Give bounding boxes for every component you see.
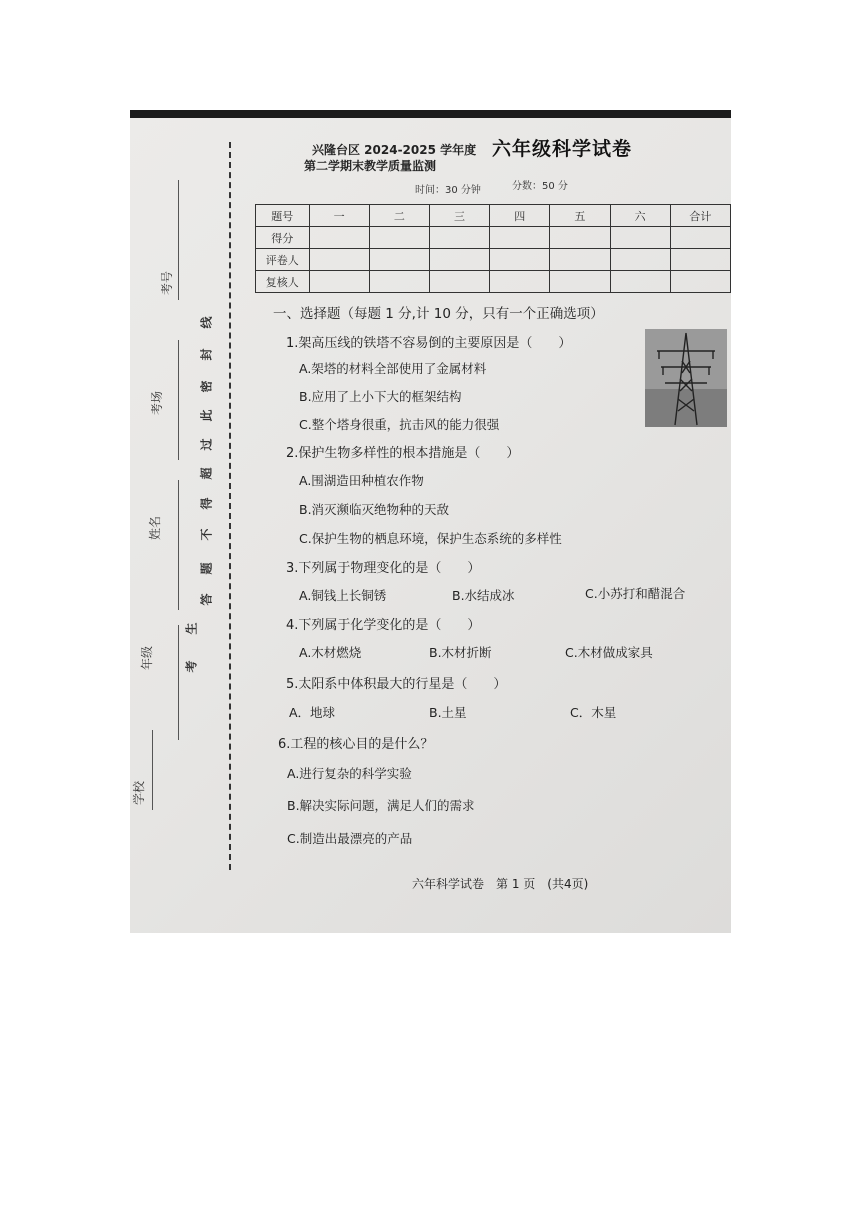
table-cell [670, 227, 730, 249]
exam-no-line [178, 180, 179, 300]
option-4c: C.木材做成家具 [565, 645, 653, 660]
section-title: 一、选择题（每题 1 分,计 10 分，只有一个正确选项） [273, 306, 604, 322]
name-line [178, 480, 179, 610]
table-cell [610, 271, 670, 293]
table-cell [670, 271, 730, 293]
power-tower-photo [645, 329, 727, 427]
option-3a: A.铜钱上长铜锈 [299, 588, 387, 603]
seal-char: 密 [199, 380, 214, 393]
table-cell: 二 [369, 205, 429, 227]
option-3b: B.水结成冰 [452, 588, 515, 603]
table-cell [550, 227, 610, 249]
table-cell: 评卷人 [256, 249, 310, 271]
table-cell [369, 227, 429, 249]
option-2a: A.围湖造田种植农作物 [299, 473, 424, 488]
option-3c: C.小苏打和醋混合 [585, 586, 686, 601]
power-tower-icon [645, 329, 727, 427]
table-cell: 得分 [256, 227, 310, 249]
seal-char: 不 [199, 528, 214, 541]
seal-char: 超 [199, 467, 214, 480]
seal-char: 过 [199, 438, 214, 451]
score-table [255, 204, 731, 293]
header-line1: 兴隆台区 2024-2025 学年度 [312, 143, 477, 157]
exam-photo [130, 110, 731, 933]
seal-char: 考 [184, 660, 199, 673]
table-cell [490, 227, 550, 249]
option-5a: A．地球 [289, 705, 336, 720]
table-cell [610, 249, 670, 271]
option-1b: B.应用了上小下大的框架结构 [299, 389, 462, 404]
option-5b: B.土星 [429, 705, 467, 720]
room-label: 考场 [150, 390, 164, 415]
option-2c: C.保护生物的栖息环境，保护生态系统的多样性 [299, 531, 562, 546]
table-cell: 四 [490, 205, 550, 227]
option-4b: B.木材折断 [429, 645, 492, 660]
table-cell [309, 227, 369, 249]
option-2b: B.消灭濒临灭绝物种的天敌 [299, 502, 450, 517]
table-row [256, 271, 731, 293]
table-cell [550, 271, 610, 293]
question-2: 2.保护生物多样性的根本措施是（ ） [286, 446, 520, 461]
seal-char: 题 [199, 562, 214, 575]
table-row [256, 205, 731, 227]
table-cell: 三 [429, 205, 489, 227]
school-label: 学校 [132, 780, 146, 805]
table-cell [429, 271, 489, 293]
school-line [152, 730, 153, 810]
seal-dashed-line [229, 142, 231, 870]
table-cell: 合计 [670, 205, 730, 227]
question-3: 3.下列属于物理变化的是（ ） [286, 561, 481, 576]
question-1: 1.架高压线的铁塔不容易倒的主要原因是（ ） [286, 336, 572, 351]
table-cell: 一 [309, 205, 369, 227]
exam-title: 六年级科学试卷 [492, 138, 633, 160]
table-row [256, 249, 731, 271]
question-4: 4.下列属于化学变化的是（ ） [286, 618, 481, 633]
name-label: 姓名 [148, 515, 162, 540]
seal-char: 线 [199, 316, 214, 329]
table-cell [550, 249, 610, 271]
table-cell [490, 271, 550, 293]
table-cell [369, 249, 429, 271]
seal-char: 封 [199, 348, 214, 361]
seal-char: 得 [199, 497, 214, 510]
option-6c: C.制造出最漂亮的产品 [287, 831, 413, 846]
option-6b: B.解决实际问题，满足人们的需求 [287, 798, 475, 813]
table-cell [670, 249, 730, 271]
question-6: 6.工程的核心目的是什么？ [278, 737, 434, 752]
table-cell: 题号 [256, 205, 310, 227]
header-line2: 第二学期末教学质量监测 [304, 159, 437, 173]
table-cell [309, 271, 369, 293]
option-6a: A.进行复杂的科学实验 [287, 766, 412, 781]
table-cell [490, 249, 550, 271]
option-4a: A.木材燃烧 [299, 645, 362, 660]
table-cell: 六 [610, 205, 670, 227]
table-cell: 复核人 [256, 271, 310, 293]
grade-line [178, 625, 179, 740]
grade-label: 年级 [140, 645, 154, 670]
table-row [256, 227, 731, 249]
exam-time: 时间：30 分钟 [415, 185, 481, 196]
option-1a: A.架塔的材料全部使用了金属材料 [299, 361, 487, 376]
seal-char: 答 [199, 593, 214, 606]
room-line [178, 340, 179, 460]
table-cell: 五 [550, 205, 610, 227]
seal-char: 此 [199, 409, 214, 422]
seal-char: 生 [184, 622, 199, 635]
top-shadow [130, 110, 731, 118]
table-cell [610, 227, 670, 249]
option-5c: C．木星 [570, 705, 617, 720]
page-footer: 六年科学试卷 第 1 页 (共4页) [412, 877, 589, 891]
table-cell [369, 271, 429, 293]
option-1c: C.整个塔身很重，抗击风的能力很强 [299, 417, 500, 432]
table-cell [309, 249, 369, 271]
exam-no-label: 考号 [160, 270, 174, 295]
table-cell [429, 249, 489, 271]
question-5: 5.太阳系中体积最大的行星是（ ） [286, 677, 507, 692]
exam-score: 分数：50 分 [512, 181, 568, 192]
table-cell [429, 227, 489, 249]
